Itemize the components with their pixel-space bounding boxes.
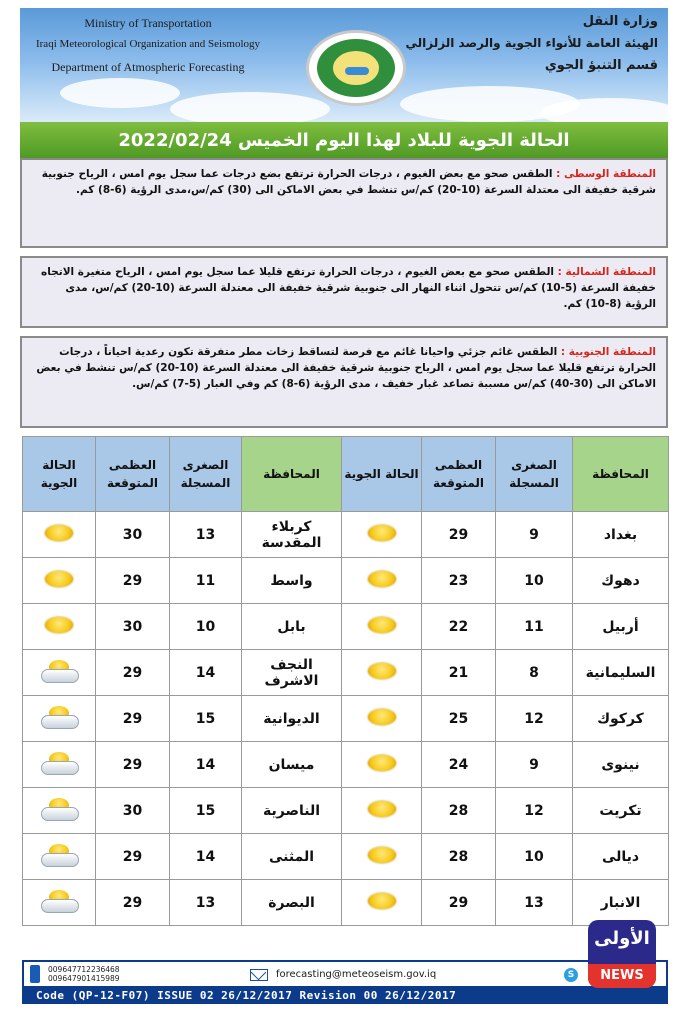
page-title: الحالة الجوية للبلاد لهذا اليوم الخميس 2022/02/24: [118, 129, 570, 151]
header-min-recorded: الصغرى المسجلة: [170, 437, 242, 512]
min-temp: 14: [170, 650, 242, 696]
table-row: [23, 558, 669, 604]
weather-condition-cell: [342, 604, 422, 650]
header-weather-condition: الحالة الجوية: [342, 437, 422, 512]
weather-condition-cell: [23, 834, 96, 880]
table-row: [23, 696, 669, 742]
governorate-name: البصرة: [242, 880, 342, 926]
sun-icon: [368, 571, 396, 587]
max-temp: 29: [96, 650, 170, 696]
max-temp: 21: [422, 650, 496, 696]
min-temp: 15: [170, 696, 242, 742]
header-max-expected: العظمى المتوقعة: [96, 437, 170, 512]
header-ar-department: قسم التنبؤ الجوي: [544, 58, 658, 73]
table-row: [23, 650, 669, 696]
min-temp: 12: [496, 696, 573, 742]
header-en-department: Department of Atmospheric Forecasting: [51, 60, 245, 74]
region-box-north: [20, 256, 668, 328]
weather-condition-cell: [23, 650, 96, 696]
min-temp: 11: [496, 604, 573, 650]
weather-condition-cell: [342, 558, 422, 604]
region-text-north: الطقس صحو مع بعض الغيوم ، درجات الحرارة ترتفع قليلا عما سجل يوم امس ، الرياح متغيرة الاتجاه خفيفة السرعة (5-10) كم/س تتحول اثناء النهار الى جنوبية شرقية خفيفة الى معتدلة السرعة (10-20) كم/س، مدى الرؤية (8-10) كم.: [41, 266, 656, 310]
weather-condition-cell: [23, 558, 96, 604]
table-row: [23, 788, 669, 834]
max-temp: 28: [422, 834, 496, 880]
partly-cloudy-icon: [39, 750, 79, 776]
weather-condition-cell: [342, 742, 422, 788]
region-name-north: المنطقة الشمالية :: [557, 266, 656, 278]
ministry-emblem-icon: [306, 30, 406, 106]
weather-condition-cell: [23, 788, 96, 834]
partly-cloudy-icon: [39, 888, 79, 914]
table-header-row: [23, 437, 669, 512]
weather-condition-cell: [23, 742, 96, 788]
sun-icon: [368, 617, 396, 633]
min-temp: 12: [496, 788, 573, 834]
header-en-ministry: Ministry of Transportation: [84, 16, 212, 30]
header-banner: [20, 8, 668, 126]
region-name-central: المنطقة الوسطى :: [556, 168, 656, 180]
header-min-recorded: الصغرى المسجلة: [496, 437, 573, 512]
table-row: [23, 834, 669, 880]
sun-icon: [368, 801, 396, 817]
max-temp: 28: [422, 788, 496, 834]
region-text-south: الطقس غائم جزئي واحيانا غائم مع فرصة لتساقط زخات مطر متفرقة تكون رعدية احياناً ، درجات الحرارة ترتفع قليلا عما سجل يوم امس ، الرياح جنوبية شرقية خفيفة الى معتدلة السرعة (10-20) كم/س تنشط في بعض الاماكن الى (30-40) كم/س مسببة تصاعد غبار خفيف ، مدى الرؤية (6-8) كم وفي الغبار (5-7) كم/س.: [36, 346, 656, 390]
table-row: [23, 742, 669, 788]
weather-condition-cell: [342, 512, 422, 558]
min-temp: 13: [170, 880, 242, 926]
header-ar-organization: الهيئة العامة للأنواء الجوية والرصد الزلزالي: [405, 36, 658, 50]
min-temp: 10: [496, 558, 573, 604]
header-governorate: المحافظة: [242, 437, 342, 512]
weather-condition-cell: [23, 880, 96, 926]
max-temp: 29: [96, 834, 170, 880]
governorate-name: بابل: [242, 604, 342, 650]
weather-condition-cell: [342, 880, 422, 926]
sun-icon: [45, 571, 73, 587]
min-temp: 14: [170, 742, 242, 788]
max-temp: 23: [422, 558, 496, 604]
header-governorate: المحافظة: [573, 437, 669, 512]
footer-phone-2: 009647901415989: [48, 974, 120, 983]
weather-condition-cell: [23, 696, 96, 742]
max-temp: 29: [96, 742, 170, 788]
header-max-expected: العظمى المتوقعة: [422, 437, 496, 512]
min-temp: 15: [170, 788, 242, 834]
region-box-central: [20, 158, 668, 248]
region-name-south: المنطقة الجنوبية :: [560, 346, 656, 358]
governorate-name: النجف الاشرف: [242, 650, 342, 696]
max-temp: 24: [422, 742, 496, 788]
max-temp: 30: [96, 512, 170, 558]
weather-condition-cell: [342, 834, 422, 880]
max-temp: 29: [96, 880, 170, 926]
min-temp: 14: [170, 834, 242, 880]
max-temp: 29: [96, 558, 170, 604]
max-temp: 30: [96, 604, 170, 650]
min-temp: 10: [496, 834, 573, 880]
partly-cloudy-icon: [39, 704, 79, 730]
mail-icon: [250, 969, 268, 981]
sun-icon: [368, 663, 396, 679]
governorate-name: الانبار: [573, 880, 669, 926]
weather-condition-cell: [342, 788, 422, 834]
max-temp: 25: [422, 696, 496, 742]
header-ar-ministry: وزارة النقل: [582, 14, 658, 29]
weather-condition-cell: [342, 696, 422, 742]
footer: [22, 960, 668, 1004]
footer-document-code: Code (QP-12-F07) ISSUE 02 26/12/2017 Revision 00 26/12/2017: [36, 989, 457, 1002]
max-temp: 30: [96, 788, 170, 834]
governorate-name: واسط: [242, 558, 342, 604]
badge-arabic-text: الأولى: [594, 928, 650, 949]
max-temp: 29: [96, 696, 170, 742]
footer-contact-bar: [22, 960, 668, 988]
min-temp: 9: [496, 742, 573, 788]
governorate-name: أربيل: [573, 604, 669, 650]
min-temp: 9: [496, 512, 573, 558]
min-temp: 10: [170, 604, 242, 650]
governorate-name: السليمانية: [573, 650, 669, 696]
max-temp: 29: [422, 512, 496, 558]
footer-phones: [48, 965, 120, 983]
governorate-name: ديالى: [573, 834, 669, 880]
weather-condition-cell: [342, 650, 422, 696]
sun-icon: [368, 525, 396, 541]
sun-icon: [368, 893, 396, 909]
footer-email[interactable]: forecasting@meteoseism.gov.iq: [276, 969, 437, 980]
governorate-name: تكريت: [573, 788, 669, 834]
partly-cloudy-icon: [39, 658, 79, 684]
governorate-name: المثنى: [242, 834, 342, 880]
header-weather-condition: الحالة الجوية: [23, 437, 96, 512]
table-row: [23, 880, 669, 926]
governorate-name: كربلاء المقدسة: [242, 512, 342, 558]
sun-icon: [45, 525, 73, 541]
max-temp: 29: [422, 880, 496, 926]
governorate-name: بغداد: [573, 512, 669, 558]
skype-icon: S: [564, 968, 578, 982]
min-temp: 8: [496, 650, 573, 696]
sun-icon: [368, 755, 396, 771]
title-bar: [20, 122, 668, 158]
governorate-name: دهوك: [573, 558, 669, 604]
table-row: [23, 512, 669, 558]
table-row: [23, 604, 669, 650]
region-text-central: الطقس صحو مع بعض الغيوم ، درجات الحرارة ترتفع بضع درجات عما سجل يوم امس ، الرياح جنوبية شرقية خفيفة الى معتدلة السرعة (10-20) كم/س تنشط في بعض الاماكن الى (30) كم/س،مدى الرؤية (6-8) كم.: [41, 168, 656, 196]
weather-condition-cell: [23, 604, 96, 650]
header-en-organization: Iraqi Meteorological Organization and Seismology: [35, 38, 261, 50]
sun-icon: [368, 709, 396, 725]
governorate-name: الناصرية: [242, 788, 342, 834]
min-temp: 11: [170, 558, 242, 604]
phone-icon: [30, 965, 40, 983]
region-box-south: [20, 336, 668, 428]
max-temp: 22: [422, 604, 496, 650]
sun-icon: [45, 617, 73, 633]
news-badge-logo: [588, 920, 656, 988]
partly-cloudy-icon: [39, 842, 79, 868]
min-temp: 13: [170, 512, 242, 558]
governorate-name: كركوك: [573, 696, 669, 742]
badge-news-text: NEWS: [588, 964, 656, 988]
sun-icon: [368, 847, 396, 863]
partly-cloudy-icon: [39, 796, 79, 822]
governorate-name: ميسان: [242, 742, 342, 788]
footer-phone-1: 009647712236468: [48, 965, 120, 974]
weather-table: [22, 436, 669, 926]
weather-condition-cell: [23, 512, 96, 558]
min-temp: 13: [496, 880, 573, 926]
governorate-name: الديوانية: [242, 696, 342, 742]
governorate-name: نينوى: [573, 742, 669, 788]
